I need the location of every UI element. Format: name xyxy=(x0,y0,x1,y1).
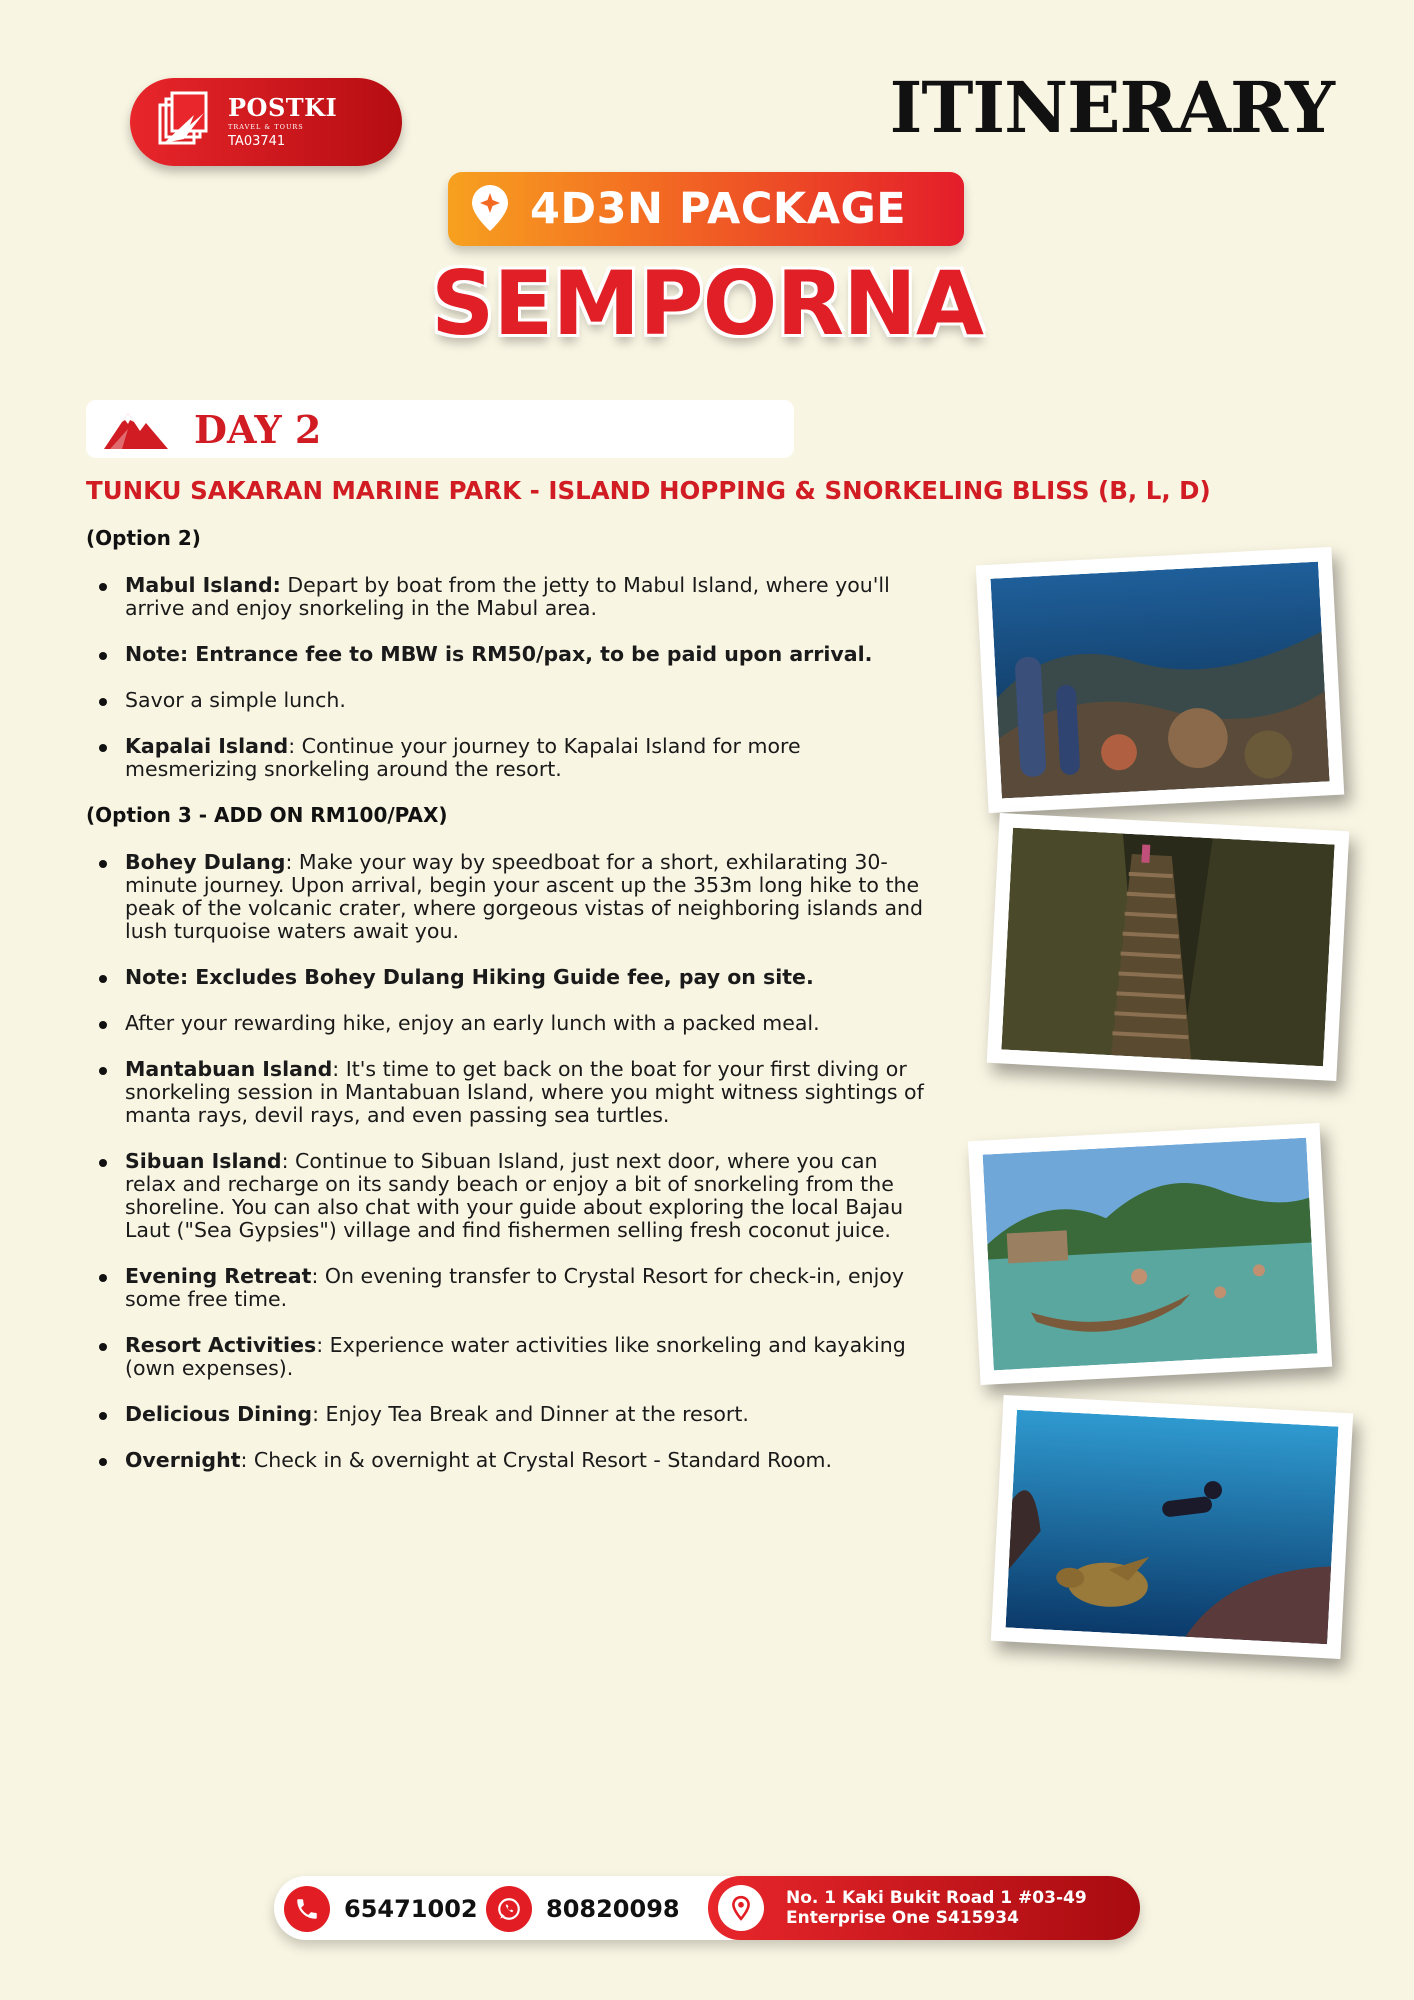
photo-diver-turtle xyxy=(991,1395,1353,1659)
mountain-icon xyxy=(102,407,170,451)
location-pin-icon xyxy=(718,1885,764,1931)
list-item: Note: Entrance fee to MBW is RM50/pax, to be paid upon arrival. xyxy=(86,643,926,666)
whatsapp-number: 80820098 xyxy=(546,1895,680,1923)
day-subtitle: TUNKU SAKARAN MARINE PARK - ISLAND HOPPING & SNORKELING BLISS (B, L, D) xyxy=(86,476,1211,505)
brand-tagline: TRAVEL & TOURS xyxy=(228,123,304,132)
list-item: Sibuan Island: Continue to Sibuan Island, just next door, where you can relax and recharge on its sandy beach or enjoy a bit of snorkeling from the shoreline. You can also chat with your guide about exploring the local Bajau Laut ("Sea Gypsies") village and find fishermen selling fresh coconut juice. xyxy=(86,1150,926,1242)
brand-license: TA03741 xyxy=(228,133,286,149)
plane-pin-icon xyxy=(468,185,512,233)
phone-icon xyxy=(284,1886,330,1932)
photo-coral-reef xyxy=(976,547,1344,813)
package-label: 4D3N PACKAGE xyxy=(530,184,907,234)
photo-hiking-trail xyxy=(987,813,1350,1081)
phone-contact[interactable] xyxy=(284,1886,478,1932)
list-item: Delicious Dining: Enjoy Tea Break and Dinner at the resort. xyxy=(86,1403,926,1426)
list-item: Resort Activities: Experience water activities like snorkeling and kayaking (own expenses). xyxy=(86,1334,926,1380)
phone-number: 65471002 xyxy=(344,1895,478,1923)
page-title: ITINERARY xyxy=(889,66,1334,149)
option-3-heading: (Option 3 - ADD ON RM100/PAX) xyxy=(86,803,448,827)
list-item: Kapalai Island: Continue your journey to Kapalai Island for more mesmerizing snorkeling around the resort. xyxy=(86,735,926,781)
address-box xyxy=(708,1876,1140,1940)
list-item: Savor a simple lunch. xyxy=(86,689,926,712)
option-2-heading: (Option 2) xyxy=(86,526,201,550)
list-item: Bohey Dulang: Make your way by speedboat for a short, exhilarating 30-minute journey. Upon arrival, begin your ascent up the 353m long hike to the peak of the volcanic crater, where gorgeous vistas of neighboring islands and lush turquoise waters await you. xyxy=(86,851,926,943)
list-item: Mantabuan Island: It's time to get back on the boat for your first diving or snorkeling session in Mantabuan Island, where you might witness sightings of manta rays, devil rays, and even passing sea turtles. xyxy=(86,1058,926,1127)
day-header xyxy=(86,400,794,458)
whatsapp-contact[interactable] xyxy=(486,1886,680,1932)
option-2-list xyxy=(86,574,926,804)
list-item: Evening Retreat: On evening transfer to Crystal Resort for check-in, enjoy some free time. xyxy=(86,1265,926,1311)
logo-mark-icon xyxy=(154,91,216,153)
whatsapp-icon xyxy=(486,1886,532,1932)
package-badge xyxy=(448,172,964,246)
brand-logo xyxy=(130,78,402,166)
brand-name: POSTKI xyxy=(228,93,338,123)
destination-title: SEMPORNA xyxy=(431,252,983,355)
day-label: DAY 2 xyxy=(194,406,322,452)
option-3-list xyxy=(86,851,926,1495)
list-item: Overnight: Check in & overnight at Crystal Resort - Standard Room. xyxy=(86,1449,926,1472)
address-line-1: No. 1 Kaki Bukit Road 1 #03-49 xyxy=(786,1888,1087,1908)
list-item: Mabul Island: Depart by boat from the jetty to Mabul Island, where you'll arrive and enjoy snorkeling in the Mabul area. xyxy=(86,574,926,620)
address-line-2: Enterprise One S415934 xyxy=(786,1908,1019,1928)
contact-footer xyxy=(274,1876,1140,1940)
list-item: After your rewarding hike, enjoy an early lunch with a packed meal. xyxy=(86,1012,926,1035)
photo-sea-gypsies xyxy=(968,1123,1332,1385)
list-item: Note: Excludes Bohey Dulang Hiking Guide fee, pay on site. xyxy=(86,966,926,989)
